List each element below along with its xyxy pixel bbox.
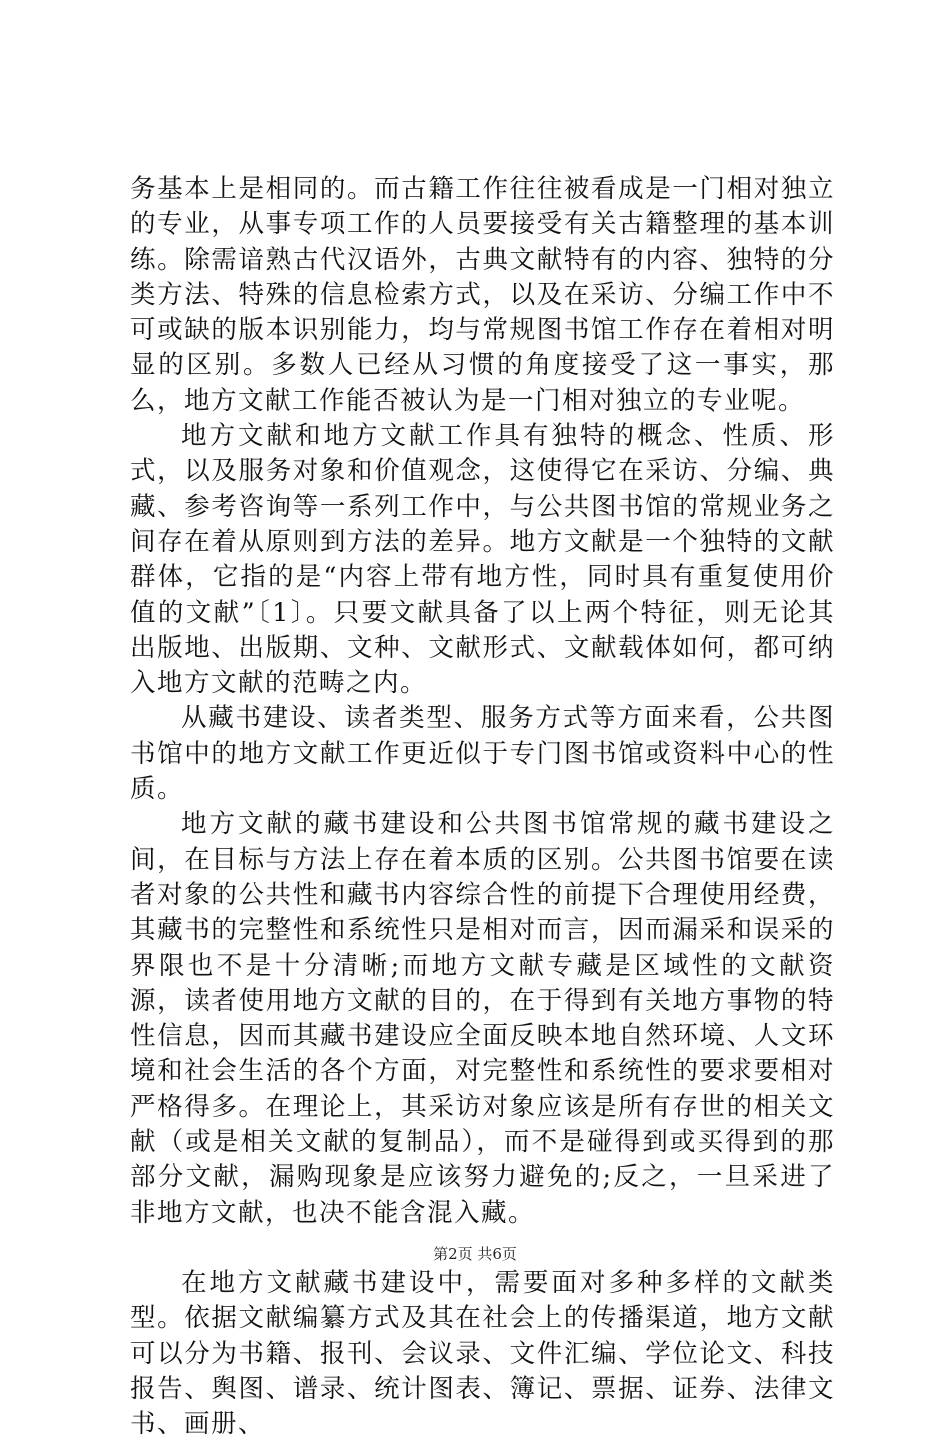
paragraph-3: 从藏书建设、读者类型、服务方式等方面来看，公共图书馆中的地方文献工作更近似于专门图书馆或资料中心的性质。	[130, 703, 835, 805]
paragraph-2: 地方文献和地方文献工作具有独特的概念、性质、形式，以及服务对象和价值观念，这使得它在采访、分编、典藏、参考咨询等一系列工作中，与公共图书馆的常规业务之间存在着从原则到方法的差异。地方文献是一个独特的文献群体，它指的是“内容上带有地方性，同时具有重复使用价值的文献”〔1〕。只要文献具备了以上两个特征，则无论其出版地、出版期、文种、文献形式、文献载体如何，都可纳入地方文献的范畴之内。	[130, 421, 835, 699]
paragraph-4: 地方文献的藏书建设和公共图书馆常规的藏书建设之间，在目标与方法上存在着本质的区别。公共图书馆要在读者对象的公共性和藏书内容综合性的前提下合理使用经费，其藏书的完整性和系统性只是相对而言，因而漏采和误采的界限也不是十分清晰;而地方文献专藏是区域性的文献资源，读者使用地方文献的目的，在于得到有关地方事物的特性信息，因而其藏书建设应全面反映本地自然环境、人文环境和社会生活的各个方面，对完整性和系统性的要求要相对严格得多。在理论上，其采访对象应该是所有存世的相关文献（或是相关文献的复制品），而不是碰得到或买得到的那部分文献，漏购现象是应该努力避免的;反之，一旦采进了非地方文献，也决不能含混入藏。	[130, 809, 835, 1228]
paragraph-1: 务基本上是相同的。而古籍工作往往被看成是一门相对独立的专业，从事专项工作的人员要接受有关古籍整理的基本训练。除需谙熟古代汉语外，古典文献特有的内容、独特的分类方法、特殊的信息检索方式，以及在采访、分编工作中不可或缺的版本识别能力，均与常规图书馆工作存在着相对明显的区别。多数人已经从习惯的角度接受了这一事实，那么，地方文献工作能否被认为是一门相对独立的专业呢。	[130, 174, 835, 416]
page-number-footer: 第2页 共6页	[433, 1245, 517, 1263]
paragraph-5: 在地方文献藏书建设中，需要面对多种多样的文献类型。依据文献编纂方式及其在社会上的传播渠道，地方文献可以分为书籍、报刊、会议录、文件汇编、学位论文、科技报告、舆图、谱录、统计图表、簿记、票据、证券、法律文书、画册、	[130, 1267, 835, 1440]
